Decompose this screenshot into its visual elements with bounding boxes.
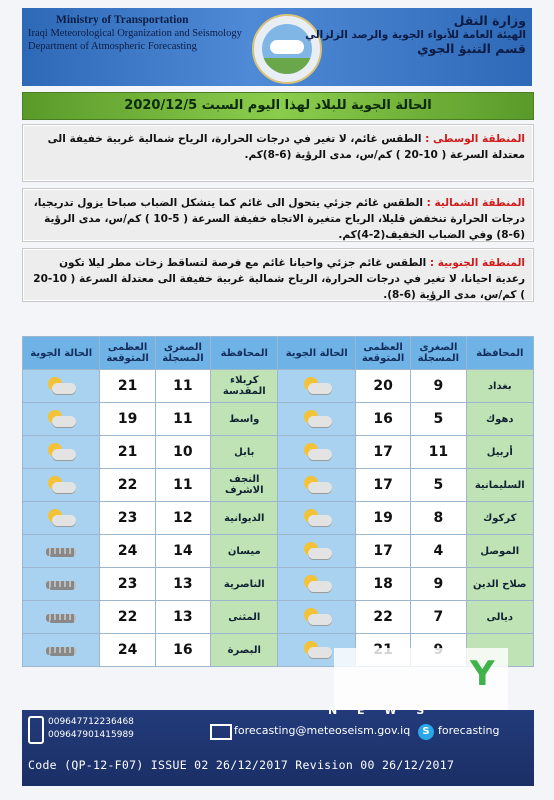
forecast-table — [22, 336, 534, 667]
max-temp-cell: 21 — [100, 370, 154, 402]
region-label: المنطقة الشمالية : — [426, 197, 525, 209]
max-temp-cell: 22 — [100, 601, 154, 633]
document-code: Code (QP-12-F07) ISSUE 02 26/12/2017 Revision 00 26/12/2017 — [28, 758, 455, 772]
partly-cloudy-icon — [300, 540, 334, 562]
region-central — [22, 124, 534, 182]
table-row — [23, 436, 533, 468]
min-temp-cell: 5 — [411, 469, 465, 501]
province-cell: المثنى — [211, 601, 277, 633]
header-weather: الحالة الجوية — [278, 337, 354, 369]
min-temp-cell: 11 — [411, 436, 465, 468]
max-temp-cell: 19 — [100, 403, 154, 435]
weather-cell — [23, 601, 99, 633]
region-north — [22, 188, 534, 242]
dust-icon — [44, 540, 78, 562]
weather-cell — [23, 568, 99, 600]
partly-cloudy-icon — [44, 408, 78, 430]
weather-cell — [278, 601, 354, 633]
email-link[interactable]: forecasting@meteoseism.gov.iq — [234, 724, 411, 737]
province-cell: الديوانية — [211, 502, 277, 534]
partly-cloudy-icon — [300, 639, 334, 661]
table-row — [23, 469, 533, 501]
partly-cloudy-icon — [300, 507, 334, 529]
province-cell: صلاح الدين — [467, 568, 533, 600]
min-temp-cell: 13 — [156, 601, 210, 633]
max-temp-cell: 16 — [356, 403, 410, 435]
max-temp-cell: 18 — [356, 568, 410, 600]
header-arabic — [305, 14, 526, 56]
header-english — [28, 14, 242, 53]
skype-icon: S — [418, 724, 434, 740]
header-min: الصغرى المسجلة — [156, 337, 210, 369]
table-row — [23, 601, 533, 633]
weather-cell — [278, 568, 354, 600]
max-temp-cell: 24 — [100, 535, 154, 567]
department-name-ar: قسم التنبؤ الجوي — [417, 41, 526, 56]
weather-cell — [23, 634, 99, 666]
partly-cloudy-icon — [300, 408, 334, 430]
page-title: الحالة الجوية للبلاد لهذا اليوم السبت 2020/12/5 — [22, 92, 534, 120]
region-text: الطقس غائم جزئي واحيانا غائم مع فرصة لتساقط زخات مطر ليلا تكون رعدية احيانا، لا تغير في درجات الحرارة، الرياح شمالية غربية خفيفة الى معتدلة السرعة ( 10-20 ) كم/س، مدى الرؤية (6-8). — [33, 257, 525, 301]
partly-cloudy-icon — [300, 573, 334, 595]
province-cell: واسط — [211, 403, 277, 435]
weather-cell — [278, 436, 354, 468]
max-temp-cell: 17 — [356, 535, 410, 567]
min-temp-cell: 11 — [156, 370, 210, 402]
weather-cell — [23, 502, 99, 534]
weather-cell — [278, 370, 354, 402]
max-temp-cell: 19 — [356, 502, 410, 534]
min-temp-cell: 5 — [411, 403, 465, 435]
min-temp-cell: 13 — [156, 568, 210, 600]
partly-cloudy-icon — [300, 375, 334, 397]
ministry-name-ar: وزارة النقل — [453, 13, 526, 28]
max-temp-cell: 23 — [100, 568, 154, 600]
province-cell: بابل — [211, 436, 277, 468]
min-temp-cell: 7 — [411, 601, 465, 633]
max-temp-cell: 22 — [100, 469, 154, 501]
watermark-text: N E W S — [328, 704, 433, 717]
dust-icon — [44, 573, 78, 595]
province-cell: ديالى — [467, 601, 533, 633]
partly-cloudy-icon — [300, 441, 334, 463]
dust-icon — [44, 606, 78, 628]
organization-name: Iraqi Meteorological Organization and Seismology — [28, 28, 242, 39]
min-temp-cell: 11 — [156, 469, 210, 501]
weather-cell — [23, 535, 99, 567]
header-max: العظمى المتوقعة — [100, 337, 154, 369]
min-temp-cell: 14 — [156, 535, 210, 567]
watermark-logo: Y — [470, 654, 495, 694]
partly-cloudy-icon — [44, 507, 78, 529]
province-cell: النجف الاشرف — [211, 469, 277, 501]
province-cell: الموصل — [467, 535, 533, 567]
partly-cloudy-icon — [44, 441, 78, 463]
min-temp-cell: 16 — [156, 634, 210, 666]
min-temp-cell: 12 — [156, 502, 210, 534]
province-cell: بغداد — [467, 370, 533, 402]
header-province: المحافظة — [467, 337, 533, 369]
max-temp-cell: 23 — [100, 502, 154, 534]
max-temp-cell: 20 — [356, 370, 410, 402]
partly-cloudy-icon — [300, 474, 334, 496]
partly-cloudy-icon — [44, 375, 78, 397]
weather-cell — [278, 469, 354, 501]
department-name: Department of Atmospheric Forecasting — [28, 41, 197, 52]
max-temp-cell: 17 — [356, 469, 410, 501]
header-max: العظمى المتوقعة — [356, 337, 410, 369]
region-label: المنطقة الجنوبية : — [429, 257, 525, 269]
region-text: الطقس غائم جزئي يتحول الى غائم كما يتشكل الضباب صباحا يزول تدريجيا، درجات الحرارة تنخفض قليلا، الرياح متغيرة الاتجاه خفيفة السرعة ( 5-10 ) كم/س، مدى الرؤية (6-8) وفي الضباب الخفيف(2-4)كم. — [33, 197, 525, 241]
max-temp-cell: 17 — [356, 436, 410, 468]
ministry-name: Ministry of Transportation — [56, 14, 189, 26]
weather-cell — [278, 535, 354, 567]
weather-cell — [278, 403, 354, 435]
province-cell: البصرة — [211, 634, 277, 666]
min-temp-cell: 4 — [411, 535, 465, 567]
province-cell: كربلاء المقدسة — [211, 370, 277, 402]
weather-cell — [278, 502, 354, 534]
table-row — [23, 403, 533, 435]
table-row — [23, 568, 533, 600]
min-temp-cell: 10 — [156, 436, 210, 468]
min-temp-cell: 11 — [156, 403, 210, 435]
max-temp-cell: 24 — [100, 634, 154, 666]
region-text: الطقس غائم، لا تغير في درجات الحرارة، الرياح شمالية غربية خفيفة الى معتدلة السرعة ( 10-20 ) كم/س، مدى الرؤية (6-8)كم. — [47, 133, 525, 161]
province-cell: ميسان — [211, 535, 277, 567]
max-temp-cell: 21 — [100, 436, 154, 468]
header-banner — [22, 8, 532, 86]
header-min: الصغرى المسجلة — [411, 337, 465, 369]
partly-cloudy-icon — [44, 474, 78, 496]
email-icon — [210, 724, 232, 740]
phone-icon — [28, 716, 44, 744]
weather-cell — [23, 370, 99, 402]
table-row — [23, 535, 533, 567]
organization-name-ar: الهيئة العامة للأنواء الجوية والرصد الزلزالي — [305, 29, 526, 41]
skype-handle[interactable]: forecasting — [438, 724, 500, 737]
table-row — [23, 502, 533, 534]
phone-number: 009647712236468 — [48, 717, 134, 727]
region-south — [22, 248, 534, 302]
min-temp-cell: 9 — [411, 568, 465, 600]
province-cell: السليمانية — [467, 469, 533, 501]
province-cell: أربيل — [467, 436, 533, 468]
max-temp-cell: 22 — [356, 601, 410, 633]
footer — [22, 710, 534, 786]
table-row — [23, 370, 533, 402]
phone-number: 009647901415989 — [48, 730, 134, 740]
table-header-row — [23, 337, 533, 369]
region-label: المنطقة الوسطى : — [425, 133, 525, 145]
province-cell: كركوك — [467, 502, 533, 534]
province-cell: الناصرية — [211, 568, 277, 600]
header-province: المحافظة — [211, 337, 277, 369]
weather-cell — [23, 469, 99, 501]
dust-icon — [44, 639, 78, 661]
min-temp-cell: 9 — [411, 370, 465, 402]
phone-numbers — [48, 716, 134, 742]
province-cell: دهوك — [467, 403, 533, 435]
header-weather: الحالة الجوية — [23, 337, 99, 369]
min-temp-cell: 8 — [411, 502, 465, 534]
weather-cell — [23, 403, 99, 435]
partly-cloudy-icon — [300, 606, 334, 628]
weather-cell — [23, 436, 99, 468]
